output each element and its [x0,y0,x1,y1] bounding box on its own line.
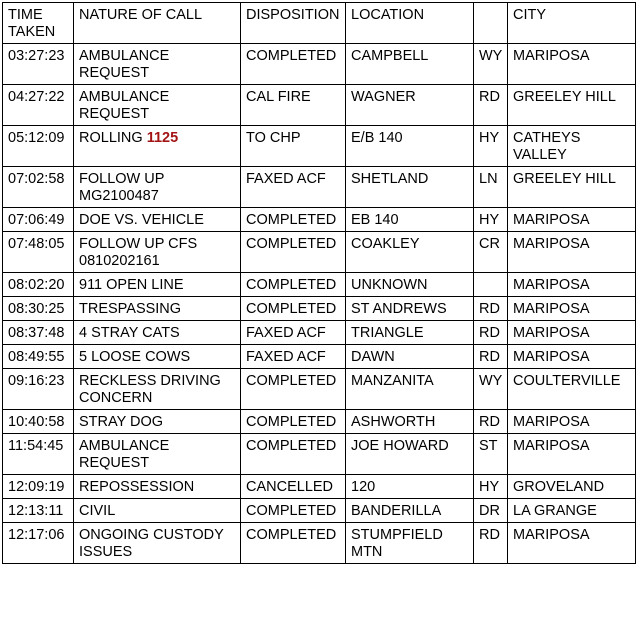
nature-text: DOE VS. VEHICLE [79,212,204,228]
cell-time: 07:02:58 [3,167,74,208]
cell-suffix [474,273,508,297]
table-row [3,369,636,410]
cell-disposition: FAXED ACF [241,321,346,345]
cell-suffix: RD [474,345,508,369]
cell-nature [74,167,241,208]
cell-city: MARIPOSA [508,208,636,232]
nature-text: FOLLOW UP MG2100487 [79,171,165,204]
header-nature-of-call: NATURE OF CALL [74,3,241,44]
cell-nature [74,321,241,345]
cell-time: 07:48:05 [3,232,74,273]
table-row [3,273,636,297]
cell-nature [74,232,241,273]
cell-time: 05:12:09 [3,126,74,167]
cell-location: DAWN [346,345,474,369]
cell-location: UNKNOWN [346,273,474,297]
table-row [3,475,636,499]
cell-city: MARIPOSA [508,297,636,321]
nature-code-highlight: 1125 [146,130,179,146]
cell-time: 09:16:23 [3,369,74,410]
cell-city: MARIPOSA [508,273,636,297]
call-log-table [2,2,636,564]
cell-location: ST ANDREWS [346,297,474,321]
cell-time: 08:02:20 [3,273,74,297]
cell-suffix: RD [474,85,508,126]
cell-city: GREELEY HILL [508,167,636,208]
cell-location: STUMPFIELD MTN [346,523,474,564]
cell-nature [74,410,241,434]
table-row [3,345,636,369]
cell-disposition: FAXED ACF [241,167,346,208]
cell-time: 08:30:25 [3,297,74,321]
cell-time: 08:49:55 [3,345,74,369]
cell-time: 08:37:48 [3,321,74,345]
cell-city: MARIPOSA [508,321,636,345]
cell-suffix: RD [474,321,508,345]
nature-text: 911 OPEN LINE [79,277,184,293]
cell-city: MARIPOSA [508,410,636,434]
cell-suffix: CR [474,232,508,273]
cell-nature [74,85,241,126]
cell-suffix: HY [474,126,508,167]
nature-text: AMBULANCE REQUEST [79,438,170,471]
table-row [3,297,636,321]
cell-city: MARIPOSA [508,345,636,369]
cell-city: GROVELAND [508,475,636,499]
cell-nature [74,297,241,321]
cell-suffix: DR [474,499,508,523]
cell-disposition: FAXED ACF [241,345,346,369]
cell-suffix: ST [474,434,508,475]
header-suffix [474,3,508,44]
header-disposition: DISPOSITION [241,3,346,44]
cell-location: ASHWORTH [346,410,474,434]
cell-suffix: HY [474,208,508,232]
nature-text: AMBULANCE REQUEST [79,89,170,122]
nature-text: TRESPASSING [79,301,182,317]
cell-nature [74,499,241,523]
cell-city: MARIPOSA [508,434,636,475]
table-row [3,410,636,434]
cell-suffix: RD [474,297,508,321]
cell-nature [74,369,241,410]
header-time-line2: TAKEN [8,24,56,40]
cell-disposition: COMPLETED [241,434,346,475]
cell-time: 12:13:11 [3,499,74,523]
cell-nature [74,523,241,564]
cell-location: JOE HOWARD [346,434,474,475]
cell-disposition: COMPLETED [241,297,346,321]
cell-disposition: TO CHP [241,126,346,167]
cell-time: 12:17:06 [3,523,74,564]
header-time-line1: TIME [8,7,43,23]
cell-city: LA GRANGE [508,499,636,523]
table-row [3,208,636,232]
cell-location: 120 [346,475,474,499]
cell-city: MARIPOSA [508,232,636,273]
cell-disposition: COMPLETED [241,499,346,523]
nature-text: STRAY DOG [79,414,164,430]
nature-text: CIVIL [79,503,116,519]
cell-city: CATHEYS VALLEY [508,126,636,167]
cell-nature [74,126,241,167]
table-row [3,321,636,345]
cell-city: COULTERVILLE [508,369,636,410]
cell-location: CAMPBELL [346,44,474,85]
cell-location: COAKLEY [346,232,474,273]
cell-time: 10:40:58 [3,410,74,434]
cell-disposition: CAL FIRE [241,85,346,126]
header-location: LOCATION [346,3,474,44]
nature-text: 4 STRAY CATS [79,325,180,341]
table-row [3,85,636,126]
cell-suffix: HY [474,475,508,499]
table-row [3,232,636,273]
cell-nature [74,475,241,499]
cell-city: GREELEY HILL [508,85,636,126]
header-time-taken [3,3,74,44]
cell-location: WAGNER [346,85,474,126]
cell-nature [74,434,241,475]
nature-text: 5 LOOSE COWS [79,349,191,365]
cell-suffix: WY [474,369,508,410]
cell-time: 07:06:49 [3,208,74,232]
cell-time: 11:54:45 [3,434,74,475]
cell-location: TRIANGLE [346,321,474,345]
nature-text: AMBULANCE REQUEST [79,48,170,81]
nature-text: RECKLESS DRIVING CONCERN [79,373,221,406]
nature-text: ONGOING CUSTODY ISSUES [79,527,224,560]
cell-disposition: COMPLETED [241,273,346,297]
table-row [3,434,636,475]
table-row [3,499,636,523]
nature-text: ROLLING [79,130,147,146]
cell-time: 03:27:23 [3,44,74,85]
cell-location: SHETLAND [346,167,474,208]
cell-suffix: LN [474,167,508,208]
cell-location: EB 140 [346,208,474,232]
table-row [3,126,636,167]
cell-location: E/B 140 [346,126,474,167]
cell-time: 12:09:19 [3,475,74,499]
cell-disposition: COMPLETED [241,44,346,85]
cell-disposition: CANCELLED [241,475,346,499]
cell-disposition: COMPLETED [241,523,346,564]
cell-city: MARIPOSA [508,523,636,564]
cell-disposition: COMPLETED [241,208,346,232]
cell-disposition: COMPLETED [241,410,346,434]
cell-location: MANZANITA [346,369,474,410]
nature-text: REPOSSESSION [79,479,195,495]
cell-time: 04:27:22 [3,85,74,126]
table-body [3,44,636,564]
header-row [3,3,636,44]
cell-nature [74,273,241,297]
table-row [3,523,636,564]
cell-nature [74,345,241,369]
cell-disposition: COMPLETED [241,369,346,410]
nature-text: FOLLOW UP CFS 0810202161 [79,236,198,269]
cell-suffix: RD [474,523,508,564]
cell-suffix: RD [474,410,508,434]
cell-location: BANDERILLA [346,499,474,523]
table-row [3,44,636,85]
table-row [3,167,636,208]
cell-city: MARIPOSA [508,44,636,85]
header-city: CITY [508,3,636,44]
cell-disposition: COMPLETED [241,232,346,273]
cell-nature [74,44,241,85]
cell-suffix: WY [474,44,508,85]
cell-nature [74,208,241,232]
